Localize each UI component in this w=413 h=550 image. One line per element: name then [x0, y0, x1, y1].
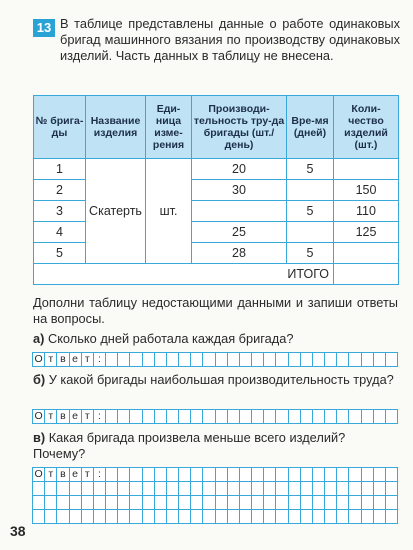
answer-grid-c[interactable] — [33, 468, 398, 524]
question-text: Какая бригада произвела меньше всего изделий? Почему? — [33, 430, 346, 461]
question-b — [33, 372, 398, 388]
question-text: У какой бригады наибольшая производительность труда? — [48, 372, 394, 387]
answer-label-cell: : — [93, 467, 106, 482]
answer-cell[interactable] — [385, 481, 398, 496]
days-cell[interactable]: 5 — [287, 243, 334, 264]
product-name-cell: Скатерть — [86, 159, 146, 264]
brigade-number-cell: 1 — [34, 159, 86, 180]
total-quantity-cell[interactable] — [334, 264, 399, 285]
answer-cell[interactable] — [385, 467, 398, 482]
answer-label-cell: т — [44, 409, 57, 424]
quantity-cell[interactable]: 110 — [334, 201, 399, 222]
task-number-badge: 13 — [33, 19, 55, 37]
answer-grid-row — [33, 510, 398, 524]
answer-label-cell: : — [93, 352, 106, 367]
answer-label-cell: в — [56, 352, 69, 367]
answer-label-cell: т — [44, 352, 57, 367]
answer-grid-row — [33, 468, 398, 482]
total-row — [34, 264, 399, 285]
productivity-cell[interactable]: 28 — [192, 243, 287, 264]
answer-label-cell: е — [69, 409, 82, 424]
answer-label-cell: е — [69, 352, 82, 367]
table-row — [34, 159, 399, 180]
question-letter: в) — [33, 430, 46, 445]
answer-row-a[interactable] — [33, 352, 398, 367]
answer-label-cell: е — [69, 467, 82, 482]
quantity-cell[interactable]: 150 — [334, 180, 399, 201]
productivity-cell[interactable]: 25 — [192, 222, 287, 243]
productivity-cell[interactable]: 30 — [192, 180, 287, 201]
total-label: ИТОГО — [34, 264, 334, 285]
productivity-cell[interactable]: 20 — [192, 159, 287, 180]
answer-cell[interactable] — [385, 409, 398, 424]
brigade-number-cell: 2 — [34, 180, 86, 201]
header-brigade-number: № брига-ды — [34, 96, 86, 159]
days-cell[interactable]: 5 — [287, 159, 334, 180]
answer-cell[interactable] — [385, 495, 398, 510]
question-letter: а) — [33, 331, 45, 346]
question-text: Сколько дней работала каждая бригада? — [47, 331, 294, 346]
days-cell[interactable] — [287, 180, 334, 201]
question-letter: б) — [33, 372, 46, 387]
answer-grid-row — [33, 482, 398, 496]
quantity-cell[interactable] — [334, 159, 399, 180]
answer-label-cell: О — [32, 409, 45, 424]
answer-label-cell: О — [32, 352, 45, 367]
brigade-number-cell: 4 — [34, 222, 86, 243]
answer-label-cell: т — [81, 409, 94, 424]
answer-row-b[interactable] — [33, 409, 398, 424]
header-quantity: Коли-чество изделий (шт.) — [334, 96, 399, 159]
brigade-number-cell: 5 — [34, 243, 86, 264]
header-unit: Еди-ница изме-рения — [146, 96, 192, 159]
answer-label-cell: в — [56, 467, 69, 482]
answer-label-cell: : — [93, 409, 106, 424]
answer-label-cell: т — [81, 467, 94, 482]
answer-cell[interactable] — [385, 509, 398, 524]
header-product-name: Название изделия — [86, 96, 146, 159]
question-a — [33, 331, 398, 347]
task-intro-text: В таблице представлены данные о работе одинаковых бригад машинного вязания по производству одинаковых изделий. Часть данных в таблицу не внесена. — [60, 16, 400, 63]
header-productivity: Производи-тельность тру-да бригады (шт./день) — [192, 96, 287, 159]
question-c — [33, 430, 398, 462]
answer-label-cell: О — [32, 467, 45, 482]
days-cell[interactable]: 5 — [287, 201, 334, 222]
productivity-cell[interactable] — [192, 201, 287, 222]
answer-label-cell: т — [81, 352, 94, 367]
brigade-data-table — [33, 95, 399, 285]
instruction-text: Дополни таблицу недостающими данными и запиши ответы на вопросы. — [33, 295, 398, 326]
answer-cell[interactable] — [385, 352, 398, 367]
days-cell[interactable] — [287, 222, 334, 243]
quantity-cell[interactable]: 125 — [334, 222, 399, 243]
answer-label-cell: т — [44, 467, 57, 482]
unit-cell: шт. — [146, 159, 192, 264]
page-number: 38 — [10, 523, 26, 539]
quantity-cell[interactable] — [334, 243, 399, 264]
table-header-row — [34, 96, 399, 159]
brigade-number-cell: 3 — [34, 201, 86, 222]
answer-label-cell: в — [56, 409, 69, 424]
answer-grid-row — [33, 496, 398, 510]
header-time-days: Вре-мя (дней) — [287, 96, 334, 159]
